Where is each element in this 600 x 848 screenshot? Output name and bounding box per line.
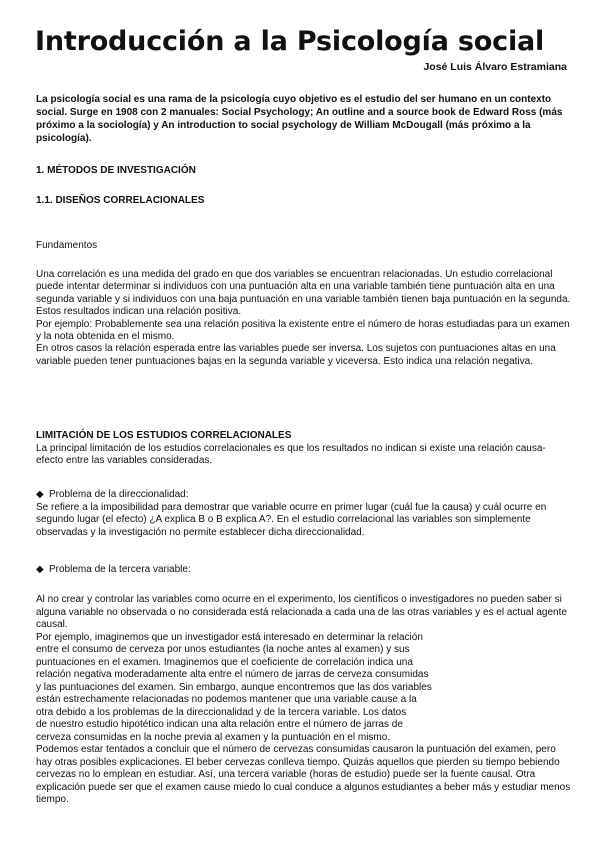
paragraph-conclusion: Podemos estar tentados a concluir que el número de cervezas consumidas causaron la puntuación del examen, pero hay otras posibles explicaciones. El beber cervezas conlleva tiempo. Quizás aquellos que pierden su tiempo bebiendo cervezas no lo emplean en estudiar. Así, una tercera variable (horas de estudio) puede ser la fuente causal. Otra explicación puede ser que el examen cause miedo lo cual conduce a algunos estudiantes a beber más y estudiar menos tiempo.	[36, 744, 571, 805]
example-line: cerveza consumidas en la noche previa al examen y la puntuación en el mismo.	[36, 731, 391, 743]
subsection-heading-correlational: 1.1. DISEÑOS CORRELACIONALES	[36, 195, 205, 206]
author-name: José Luis Álvaro Estramiana	[423, 61, 567, 73]
example-line: Por ejemplo, imaginemos que un investigador está interesado en determinar la relación	[36, 631, 423, 643]
example-line: de nuestro estudio hipotético indican una alta relación entre el número de jarras de	[36, 719, 403, 730]
example-line: y las puntuaciones del examen. Sin embargo, aunque encontremos que las dos variables	[36, 681, 432, 693]
example-line: relación negativa moderadamente alta entre el número de jarras de cerveza consumidas	[36, 669, 429, 680]
section-heading-methods: 1. MÉTODOS DE INVESTIGACIÓN	[36, 165, 196, 176]
fundamentos-heading: Fundamentos	[36, 240, 98, 251]
intro-paragraph: La psicología social es una rama de la psicología cuyo objetivo es el estudio del ser humano en un contexto social. Surge en 1908 con 2 manuales: Social Psychology; An outline and a source book de Edward Ross (más próximo a la sociología) y An introduction to social psychology de William McDougall (más próximo a la psicología).	[36, 94, 563, 144]
limitations-paragraph: La principal limitación de los estudios correlacionales es que los resultados no indican si existe una relación causa-efecto entre las variables consideradas.	[36, 443, 546, 467]
paragraph-third-variable: Al no crear y controlar las variables como ocurre en el experimento, los científicos o investigadores no pueden saber si alguna variable no observada o no considerada está relacionada a cada una de las otras variables y es el actual agente causal.	[36, 594, 567, 630]
problem-third-variable-title: ◆ Problema de la tercera variable:	[36, 564, 191, 575]
diamond-bullet-icon: ◆	[36, 489, 44, 500]
problem-direction-title: ◆ Problema de la direccionalidad:	[36, 489, 189, 500]
example-line: puntuaciones en el examen. Imaginemos que el coeficiente de correlación indica una	[36, 656, 413, 668]
example-line: están estrechamente relacionadas no podemos mantener que una variable cause a la	[36, 694, 417, 705]
document-title: Introducción a la Psicología social	[35, 26, 545, 57]
third-variable-body	[36, 594, 572, 807]
paragraph-correlation-definition: Una correlación es una medida del grado en que dos variables se encuentran relacionadas. Un estudio correlacional puede intentar determinar si individuos con una puntuación alta en una variable también tiene puntuación alta en una segunda variable y si individuos con una baja puntuación en una variable también tienen baja puntuación en la segunda. Estos resultados indican una relación positiva.	[36, 269, 571, 318]
example-line: otra debido a los problemas de la direccionalidad y de la tercera variable. Los datos	[36, 706, 407, 718]
paragraph-positive-example: Por ejemplo: Probablemente sea una relación positiva la existente entre el número de horas estudiadas para un examen y la nota obtenida en el mismo.	[36, 318, 570, 343]
fundamentos-body	[36, 269, 572, 368]
problem-direction-text: Se refiere a la imposibilidad para demostrar que variable ocurre en primer lugar (cuál fue la causa) y cuál ocurre en segundo lugar (el efecto) ¿A explica B o B explica A?. En el estudio correlacional las variables son simplemente observadas y la investigación no permite establecer dicha direccionalidad.	[36, 502, 547, 538]
paragraph-negative-relation: En otros casos la relación esperada entre las variables puede ser inversa. Los sujetos con puntuaciones altas en una variable pueden tener puntuaciones bajas en la segunda variable y viceversa. Esto indica una relación negativa.	[36, 343, 556, 367]
diamond-bullet-icon: ◆	[36, 564, 44, 575]
example-line: entre el consumo de cerveza por unos estudiantes (la noche antes al examen) y sus	[36, 644, 410, 655]
limitations-heading: LIMITACIÓN DE LOS ESTUDIOS CORRELACIONALES	[36, 430, 292, 441]
